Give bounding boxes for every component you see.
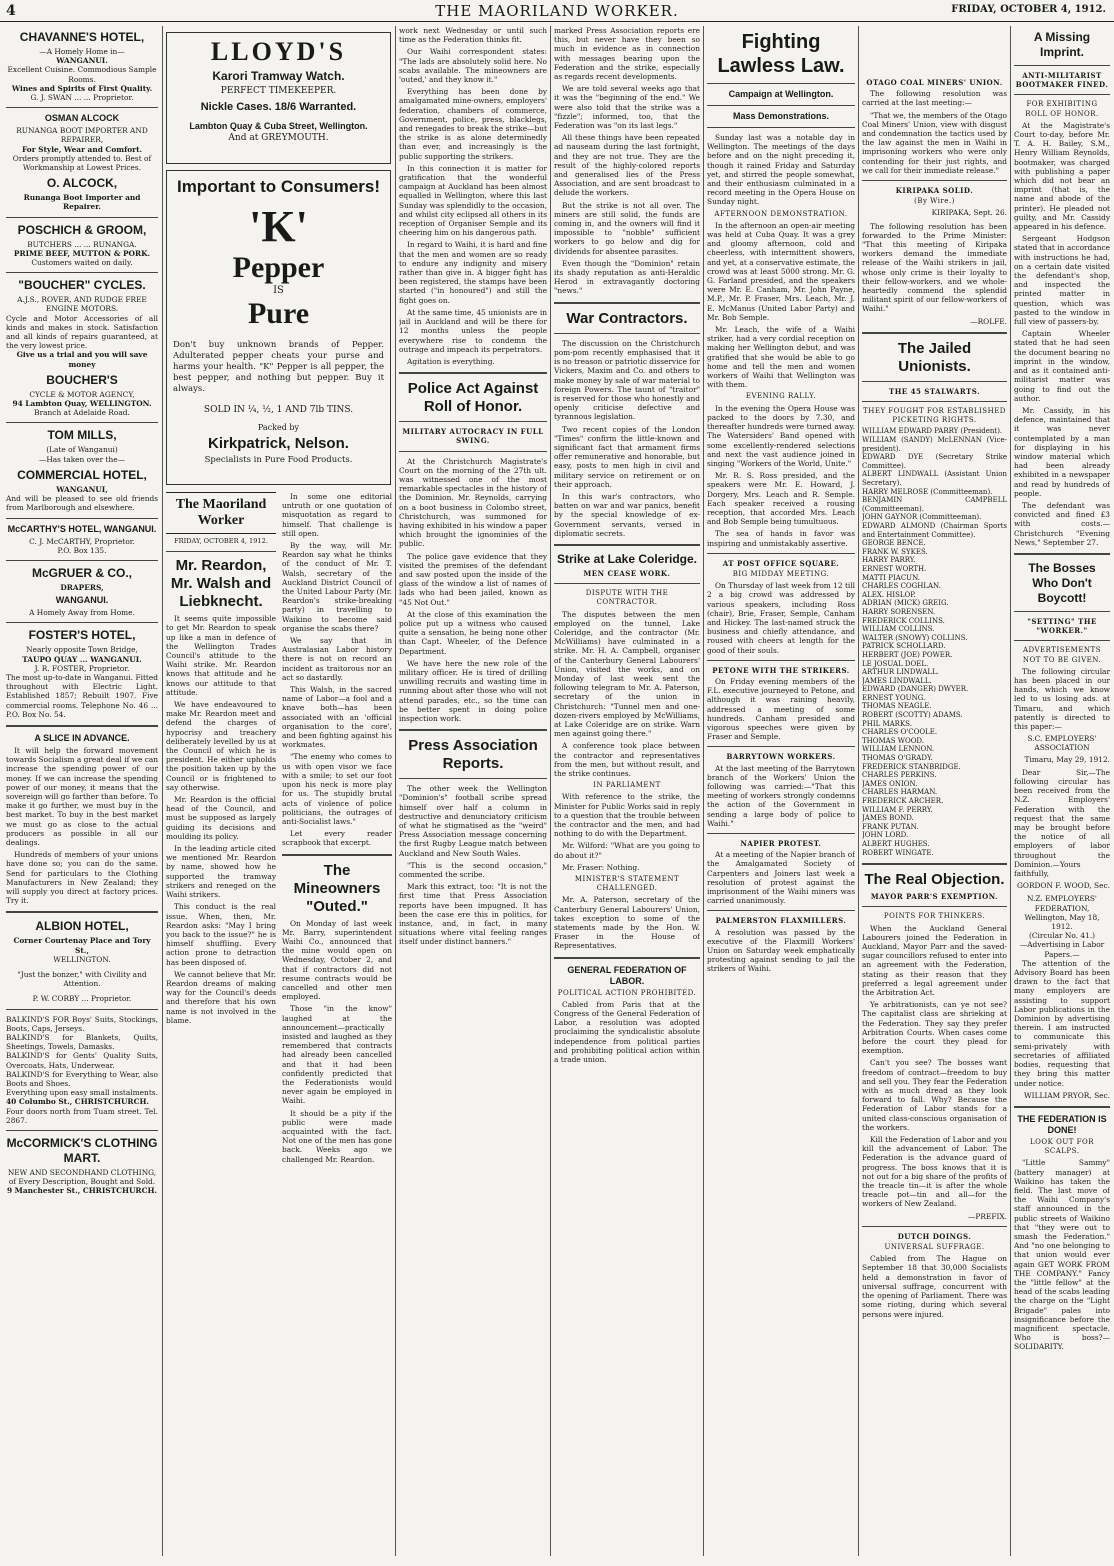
ad-k-pepper: Important to Consumers! 'K' Pepper IS Pure Don't buy unknown brands of Pepper. Adulterated pepper cheats your purse and harms your health. "K" Pepper is all pepper, the best pepper, and nothing but pepper. Buy it always. SOLD IN ¼, ½, 1 AND 7lb TINS. Packed by Kirkpatrick, Nelson. Specialists in Pure Food Products.	[166, 170, 391, 485]
jailed-name: PHIL MARKS.	[862, 719, 912, 728]
jailed-name: ROBERT WINGATE.	[862, 848, 934, 857]
editorial-masthead: The Maoriland Worker	[166, 492, 276, 534]
jailed-name: ROBERT (SCOTTY) ADAMS.	[862, 711, 963, 720]
jailed-names-list	[862, 427, 1007, 857]
slice-paragraph: It will help the forward movement towards Socialism a great deal if we can increase the spending power of our money. If we can increase the spending power of our money, it means that the sovereign will go farther than before. To make it go further, we must buy in the best market. To buy in the best market we must go as close to the actual producers as possible in all our dealings.	[6, 745, 158, 847]
lake-coleridge-heading: Strike at Lake Coleridge.	[556, 551, 698, 566]
ad-balkinds: BALKIND'S FOR Boys' Suits, Stockings, Boots, Caps, Jerseys. BALKIND'S for Blankets, Quilts, Sheetings, Towels, Damasks. BALKIND'S for Gents' Quality Suits, Overcoats, Hats, Underwear. BALKIND'S for Everything to Wear, also Boots and Shoes. Everything upon easy small instalments. 40 Columbo St., CHRISTCHURCH. Four doors north from Tuam street. Tel. 2867.	[6, 1014, 158, 1125]
column-3: work next Wednesday or until such time as the Federation thinks fit. Our Waihi correspondent states: "The lads are absolutely solid here. No scabs available. The mineowners are 'outed,' and they know it." Everything has been done by amalgamated mine-owners, employers' federation, chambers of commerce, Government, police, press, blacklegs, and renegades to break the strike—but the strike is as alone determinedly than ever, and increasingly is the public supporting the strikers. In this connection it is matter for gratification that the wonderful campaign at Auckland has been almost equalled in Wellington, where this last Sunday was splendidly to the occasion, and whilst city eclipsed all others in its reception of Organiser Semple and its cheering him on his dangerous path. In regard to Waihi, it is hard and fine that the men and women are so ready to endure any indignity and misery rather than give in. A bigger fight has been registered, the stamps have been started ("in honoured") and still the fight goes on. At the same time, 45 unionists are in jail in Auckland and will be there for 12 months unless the people everywhere rise to condemn the outrage and impeach its perpetrators. Agitation is everything. Police Act Against Roll of Honor. MILITARY AUTOCRACY IN FULL SWING. At the Christchurch Magistrate's Court on the morning of the 27th ult. was witnessed one of the most remarkable spectacles in the history of the Dominion. Mr. Reynolds, carrying on a boot business in Colombo street, Christchurch, was summoned for having exhibited in his window a paper which brought the ignominies of the public. The police gave evidence that they visited the premises of the defendant and saw posted upon the inside of the glass of the window a list of names of lads who had been jailed, known as "45 Not Out." At the close of this examination the police put up a witness who caused quite a sensation, he being none other than Capt. Wheeler, of the Defence Department. We have here the new role of the military officer. He is tired of drilling unwilling recruits and wasting time in running about after those who will not attend parades, etc., so the time can be better spent in doing police inspection work. Press Association Reports. The other week the Wellington "Dominion's" football scribe spread himself over half a column in destructive and denunciatory criticism of what he stigmatised as the "weird" Press Association message concerning the first Rugby League match between Auckland and New South Wales. "This is the second occasion," commented the scribe. Mark this extract, too: "It is not the first time that Press Association reports have been impugned. It has been the case ere this in politics, for instance, and, in fact, in many situations where vital feeling ranges itself under distinct banners."	[399, 26, 547, 947]
jailed-name: FREDERICK COLLINS.	[862, 616, 945, 625]
ad-mccarthy: McCARTHY'S HOTEL, WANGANUI. C. J. McCARTHY, Proprietor. P.O. Box 135.	[7, 523, 157, 555]
jailed-name: ERNEST YOUNG.	[862, 693, 926, 702]
jailed-name: THOMAS NEAGLE.	[862, 702, 932, 711]
jailed-name: LE JOSUAL DOEL.	[862, 659, 929, 668]
ad-lloyds: LLOYD'S Karori Tramway Watch. PERFECT TIMEKEEPER. Nickle Cases. 18/6 Warranted. Lambton Quay & Cuba Street, Wellington. And at GREYMOUTH.	[166, 32, 391, 164]
jailed-name: CHARLES HARMAN.	[862, 788, 938, 797]
jailed-name: CHARLES O'COOLE.	[862, 728, 938, 737]
minister-heading: MINISTER'S STATEMENT CHALLENGED.	[574, 875, 680, 893]
column-5: Fighting Lawless Law. Campaign at Wellington. Mass Demonstrations. Sunday last was a notable day in Wellington. The meetings of the days before and on the night preceding it, though it rained Friday and Saturday yet, and stirred the people somewhat, and their enthusiasm culminated in a record meeting in the Opera House on Sunday night. AFTERNOON DEMONSTRATION. In the afternoon an open-air meeting was held at Cuba Quay. It was a grey and gloomy afternoon, cold and cheerless, with intermittent showers, and yet, at a conservative estimate, the crowd was at least 5000 strong. Mr. G. G. Farland presided, and the speakers were Mr. E. Canham, Mr. John Payne, M.P., Mr. P. Fraser, Mrs. Leach, Mr. J. E. McManus (United Labor Party) and Mr. Bob Semple. Mr. Leach, the wife of a Waihi striker, had a very cordial reception on making her Wellington debut, and was gratified that she would be able to go home and tell the men and women workers of Waihi that Wellington was with them. EVENING RALLY. In the evening the Opera House was packed to the doors by 7.30, and thereafter hundreds were turned away. The Watersiders' Band opened with some excellently-rendered selections and next the vast audience joined in singing "Workers of the World, Unite." Mr. R. S. Ross presided, and the speakers were Mr. E. Howard, J. Dorgery, Mrs. Leach and R. Semple. Each speaker received a rousing reception, that accorded Mrs. Leach and Bob Semple being tumultuous. The sea of hands in favor was inspiring and unmistakably assertive. AT POST OFFICE SQUARE. BIG MIDDAY MEETING. On Thursday of last week from 12 till 2 a big crowd was addressed by various speakers, including Ross (chair), Brie, Fraser, Semple, Canham and Hickey. The last-named struck the business and chiefly attendance, and roused with cheers at length for the good of their souls. PETONE WITH THE STRIKERS. On Friday evening members of the F.L. executive journeyed to Petone, and although it was raining heavily, addressed a meeting of some hundreds. Canham presided and vigorous speeches were given by Fraser and Semple. BARRYTOWN WORKERS. At the last meeting of the Barrytown branch of the Workers' Union the following was carried:—"That this meeting of workers strongly condemns the action of the Government in sending a large body of police to Waihi." NAPIER PROTEST. At a meeting of the Napier branch of the Amalgamated Society of Carpenters and Joiners last week a resolution of protest against the imprisonment of the Waihi miners was carried unanimously. PALMERSTON FLAXMILLERS. A resolution was passed by the executive of the Flaxmill Workers' Union on Saturday week emphatically protesting against sending to jail the strikers of Waihi.	[707, 31, 855, 974]
jailed-name: JAMES ONION.	[862, 779, 918, 788]
jailed-name: JAMES LINDWALL.	[862, 676, 932, 685]
column-4: marked Press Association reports ere this, but never have they been so much in evidence as in connection with messages bearing upon the Federation and the strike, especially as regards recent developments. We are told several weeks ago that it was the "beginning of the end." We were also told that the strike was a "fizzle"; informed, too, that the Federation was "on its last legs." All these things have been repeated ad nauseam during the last fortnight, and they are not true. They are the result of the highly-colored reports and generalised lies of the Press Association, and are sent broadcast to delude the workers. But the strike is not all over. The miners are still solid, the funds are coming in, and the owners will find it impossible to "nobble" sufficient workers to go below and dig for dividends for absentee parasites. Even though the "Dominion" retain its shady reputation as anti-Heraldic Herod in extravagantly doctoring "news." War Contractors. The discussion on the Christchurch pom-pom recently emphasised that it is no treason or patriotic disservice for Vickers, Maxim and Co. and others to make money by sale of war material to foreign Powers. The taunt of "traitor" is reserved for those who honestly and openly criticise defective and tyrannous legislation. Two recent copies of the London "Times" confirm the little-known and significant fact that armament firms offer remunerative and honorable, but easy, posts to men high in civil and military service on retirement or on their approach. In this war's contractors, who batten on war and war panics, benefit by the special knowledge of ex-Government servants, versed in diplomatic secrets. Strike at Lake Coleridge. MEN CEASE WORK. DISPUTE WITH THE CONTRACTOR. The disputes between the men employed on the tunnel, Lake Coleridge, and the contractor (Mr. McWilliams) have culminated in a strike. Mr. H. A. Campbell, organiser of the Canterbury General Labourers' Union, visited the works, and on Monday of last week sent the following telegram to Mr. A. Paterson, secretary of the union in Christchurch: "Tunnel men and one-dozen-rivers employed by McWilliams, at Lake Coleridge are on strike. Warn men against going there." A conference took place between the contractor and representatives from the men, but without result, and the strike continues. IN PARLIAMENT With reference to the strike, the Minister for Public Works said in reply to a question that the trouble between the contractor and the men, and had nothing to do with the Department. Mr. Wilford: "What are you going to do about it?" Mr. Fraser: Nothing. MINISTER'S STATEMENT CHALLENGED. Mr. A. Paterson, secretary of the Canterbury General Labourers' Union, takes exception to some of the statements made by the Hon. W. Fraser in the House of Representatives. GENERAL FEDERATION OF LABOR. POLITICAL ACTION PROHIBITED. Cabled from Paris that at the Congress of the General Federation of Labor, a resolution was adopted proclaiming the syndicalistic absolute independence from political parties and prohibiting political action within a trade union.	[554, 26, 700, 1065]
jailed-name: MATTI PIACUN.	[862, 573, 920, 582]
ad-fosters: FOSTER'S HOTEL, Nearly opposite Town Bridge, TAUPO QUAY ... WANGANUI. J. R. FOSTER, Proprietor. The most up-to-date in Wanganui. Fitted throughout with Electric Light. Established 1857; Rebuilt 1907. Five commercial rooms. Telephone No. 46 ... P.O. Box No. 54.	[6, 628, 158, 719]
federation-done-heading: THE FEDERATION IS DONE!	[1017, 1113, 1107, 1135]
jailed-name: JOHN LORD.	[862, 831, 909, 840]
jailed-name: JOHN GAYNOR (Committeeman).	[862, 513, 982, 522]
dutch-heading: DUTCH DOINGS.	[897, 1231, 972, 1241]
column-2-editorial: The Maoriland Worker FRIDAY, OCTOBER 4, 1912. Mr. Reardon, Mr. Walsh and Liebknecht. It seems quite impossible to get Mr. Reardon to speak up like a man in defence of the Wellington Trades Council's attitude to the Waihi strike. Mr. Reardon knows that attitude and he knows our attitude to that attitude. We have endeavoured to make Mr. Reardon meet and defend the charges of hypocrisy and treachery deliberately levelled by us at the Council of which he is president. He either upholds the position taken up by the Council or is frightened to say otherwise. Mr. Reardon is the official head of the Council, and must be supposed as largely guiding its decisions and moulding its policy. In the leading article cited we mentioned Mr. Reardon by name, showed how he supported the tramway strikers and reneged on the Waihi strikers. This conduct is the real issue. When, then, Mr. Reardon asks: "May I bring you back to the issue?" he is himself shuffling. Every action prone to detraction has been disposed of. We cannot believe that Mr. Reardon dreams of making way for the Council's deeds and therefore that his own name is not involved in the blame.	[166, 492, 276, 1552]
ad-chavannes: CHAVANNE'S HOTEL, —A Homely Home in— WANGANUI. Excellent Cuisine. Commodious Sample Rooms. Wines and Spirits of First Quality. G. J. SWAN ... ... Proprietor.	[7, 30, 157, 103]
war-contractors-heading: War Contractors.	[566, 309, 688, 327]
jailed-name: CHARLES COGHLAN.	[862, 582, 941, 591]
jailed-name: ALBERT HUGHES.	[862, 839, 930, 848]
column-2b-editorial: In some one editorial untruth or one quotation of misquotation as regard to himself. That challenge is still open. By the way, will Mr. Reardon say what he thinks of the conduct of Mr. T. Walsh, secretary of the Auckland District Council of the United Labour Party (Mr. Reardon's strike-breaking party) in travelling to Waikino to become said organise the scabs there? We say that in Australasian Labor history there is not on record an incident as traitorous nor an act so dastardly. This Walsh, in the sacred name of Labor—a fool and a knave both—has been associated with an 'official organisation to the core', and been fighting against his workmates. "The enemy who comes to us with open visor we face with a smile; to set our foot upon his neck is more play for us. The stupidly brutal acts of violence of police politicians, the outrages of anti-Socialist laws." Let every reader scrapbook that excerpt. The Mineowners "Outed." On Monday of last week Mr. Barry, superintendent Waihi Co., announced that the mine would open on Wednesday, October 2, and that if contractors did not resume contracts would be cancelled and other men employed. Those "in the know" laughed at the announcement—practically insisted and laughed as they remembered that contracts had already been cancelled and that it had been confidently predicted that the Federationists would never again be employed in Waihi. It should be a pity if the public were made acquainted with the fact. Not one of the men has gone back. Weeks ago we challenged Mr. Reardon.	[282, 492, 392, 1164]
jailed-name: HARRY SORENSEN.	[862, 607, 936, 616]
column-1-ads	[6, 26, 158, 1561]
ad-mcgruer: McGRUER & CO., DRAPERS, WANGANUI. A Homely Away from Home.	[29, 565, 135, 618]
jailed-name: WALTER (SNOWY) COLLINS.	[862, 633, 968, 642]
real-objection-heading: The Real Objection.	[864, 871, 1005, 889]
bosses-boycott-heading: The Bosses Who Don't Boycott!	[1028, 560, 1096, 605]
jailed-name: WILLIAM (SANDY) McLENNAN (Vice-president).	[862, 436, 1007, 453]
jailed-name: GEORGE BENCE.	[862, 539, 926, 548]
jailed-name: ERNEST WORTH.	[862, 564, 927, 573]
column-7: A Missing Imprint. ANTI-MILITARIST BOOTMAKER FINED. FOR EXHIBITING ROLL OF HONOR. At the Magistrate's Court to-day, before Mr. T. A. H. Bailey, S.M., Henry William Reynolds, bootmaker, was charged with publishing a paper which did not bear an imprint (that is, the name and abode of the printer). He pleaded not guilty, and Mr. Cassidy appeared in his defence. Sergeant Hodgson stated that in accordance with instructions he had, on a certain date visited the defendant's shop, and inspected the printed matter in question, which was pasted to the window in full view of passers-by. Captain Wheeler stated that he had seen the document bearing no imprint in the window, and as it contained anti-militarist matter was going to find out the author. Mr. Cassidy, in his defence, maintained that it was never contemplated by a man for displaying in his window material which had been already exhibited in a newspaper and read by hundreds of people. The defendant was convicted and fined £3 with costs.—Christchurch "Evening News," September 27. The Bosses Who Don't Boycott! "SETTING" THE "WORKER." ADVERTISEMENTS NOT TO BE GIVEN. The following circular has been placed in our hands, which we know led to us losing ads. at Timaru, and which patently is directed to this paper:— S.C. EMPLOYERS' ASSOCIATION Timaru, May 29, 1912. Dear Sir,—The following circular has been received from the N.Z. Employers' Federation with the request that the same may be brought before the notice of all employers of labor throughout the Dominion.—Yours faithfully, GORDON F. WOOD, Sec. N.Z. EMPLOYERS' FEDERATION, Wellington, May 18, 1912. (Circular No. 41.) —Advertising in Labor Papers.— The attention of the Advisory Board has been drawn to the fact that many employers are assisting to support Labor publications in the Dominion by advertising therein. I am instructed to communicate this semi-privately with secretaries of affiliated bodies, requesting that they bring this matter under notice. WILLIAM PRYOR, Sec. THE FEDERATION IS DONE! LOOK OUT FOR SCALPS. "Little Sammy" (battery manager) at Waikino has taken the field. The last move of the Waihi Company's staff announced in the public streets of Waikino that "they were out to smash the Federation." And "no one belonging to that union would ever again GET WORK FROM THE COMPANY." Fancy the "little fellow" at the head of the scabs leading the charge on the "Light Brigade" pales into insignificance before the magnificent spectacle. Who is boss?—SOLIDARITY.	[1014, 30, 1110, 1352]
ad-tom-mills: TOM MILLS, (Late of Wanganui) —Has taken over the— COMMERCIAL HOTEL, WANGANUI, And will be pleased to see old friends from Marlborough and elsewhere.	[6, 428, 158, 513]
jailed-name: JAMES BOND.	[862, 814, 914, 823]
jailed-name: PATRICK SCHOLLARD.	[862, 642, 946, 651]
jailed-name: FRANK PUTAN.	[862, 822, 919, 831]
page-number: 4	[6, 3, 16, 19]
jailed-name: ARTHUR LINDWALL.	[862, 668, 939, 677]
palmerston-heading: PALMERSTON FLAXMILLERS.	[715, 916, 847, 926]
jailed-name: THOMAS WOOD.	[862, 736, 925, 745]
mineowners-heading: The Mineowners "Outed."	[293, 861, 381, 915]
jailed-name: EDWARD DYE (Secretary Strike Committee).	[862, 453, 1007, 470]
jailed-name: ALBERT LINDWALL (Assistant Union Secretary).	[862, 470, 1007, 488]
napier-heading: NAPIER PROTEST.	[740, 839, 822, 849]
page-masthead	[0, 0, 1114, 22]
ad-alcock: OSMAN ALCOCK RUNANGA BOOT IMPORTER AND REPAIRER, For Style, Wear and Comfort. Orders promptly attended to. Best of Workmanship at Lowest Prices. O. ALCOCK, Runanga Boot Importer and Repairer.	[12, 113, 152, 212]
jailed-name: HERBERT (JOE) POWER.	[862, 650, 953, 659]
ad-boucher: "BOUCHER" CYCLES. A.J.S., ROVER, AND RUDGE FREE ENGINE MOTORS. Cycle and Motor Accessories of all kinds and makes in stock. Satisfaction and all kinds of repairs guaranteed, at the very lowest price. Give us a trial and you will save money BOUCHER'S CYCLE & MOTOR AGENCY, 94 Lambton Quay, WELLINGTON. Branch at Adelaide Road.	[6, 278, 158, 418]
police-act-heading: Police Act Against Roll of Honor.	[407, 380, 539, 416]
jailed-name: HARRY MELROSE (Committeeman).	[862, 487, 993, 496]
afternoon-heading: AFTERNOON DEMONSTRATION.	[714, 209, 848, 218]
jailed-name: ALEX. HISLOP.	[862, 590, 916, 599]
slice-paragraph: Hundreds of members of your unions have done so; you can do the same. Send for particulars to the Clothing Manufacturers in New Zealand; they will supply you direct at factory prices. Try it.	[6, 850, 158, 906]
jailed-name: WILLIAM F. PERRY.	[862, 805, 933, 814]
petone-heading: PETONE WITH THE STRIKERS.	[712, 665, 850, 675]
issue-date: FRIDAY, OCTOBER 4, 1912.	[951, 4, 1106, 15]
parliament-heading: IN PARLIAMENT	[593, 781, 661, 790]
barrytown-heading: BARRYTOWN WORKERS.	[726, 752, 836, 762]
ad-poschich: POSCHICH & GROOM, BUTCHERS ... ... RUNANGA. PRIME BEEF, MUTTON & PORK. Customers waited on daily.	[13, 222, 151, 268]
jailed-name: EDWARD (DANGER) DWYER.	[862, 685, 969, 694]
jailed-name: CHARLES PERKINS.	[862, 771, 937, 780]
ad-mccormick: McCORMICK'S CLOTHING MART. NEW AND SECONDHAND CLOTHING, of Every Description, Bought and Sold. 9 Manchester St., CHRISTCHURCH.	[6, 1136, 158, 1196]
jailed-unionists-heading: The Jailed Unionists.	[897, 339, 972, 375]
jailed-name: FREDERICK STANBRIDGE.	[862, 762, 961, 771]
jailed-name: FRANK W. SYKES.	[862, 547, 928, 556]
slice-heading: A SLICE IN ADVANCE.	[34, 732, 130, 743]
editorial-heading: Mr. Reardon, Mr. Walsh and Liebknecht.	[170, 557, 272, 611]
jailed-name: EDWARD ALMOND (Chairman Sports and Entertainment Committee).	[862, 522, 1007, 539]
missing-imprint-heading: A Missing Imprint.	[1033, 30, 1091, 59]
jailed-name: ADRIAN (MICK) GREIG.	[862, 599, 949, 608]
otago-heading: OTAGO COAL MINERS' UNION.	[866, 78, 1003, 87]
kiripaka-heading: KIRIPAKA SOLID.	[895, 186, 974, 196]
evening-heading: EVENING RALLY.	[745, 392, 817, 401]
jailed-name: WILLIAM LENNON.	[862, 745, 935, 754]
jailed-name: BENJAMIN CAMPBELL (Committeeman).	[862, 496, 1007, 513]
lawless-law-heading: Fighting Lawless Law.	[717, 31, 845, 77]
press-association-heading: Press Association Reports.	[408, 737, 538, 773]
jailed-name: HARRY PARRY.	[862, 556, 916, 565]
jailed-name: WILLIAM COLLINS.	[862, 625, 935, 634]
ad-albion: ALBION HOTEL, Corner Courtenay Place and Tory St., WELLINGTON. "Just the bonzer," with Civility and Attention. P. W. CORBY ... Proprietor.	[13, 919, 151, 1004]
jailed-name: THOMAS O'GRADY.	[862, 754, 933, 763]
gfl-heading: GENERAL FEDERATION OF LABOR.	[567, 964, 687, 986]
jailed-name: WILLIAM EDWARD PARRY (President).	[862, 427, 1003, 436]
jailed-name: FREDERICK ARCHER.	[862, 797, 944, 806]
column-6: OTAGO COAL MINERS' UNION. The following resolution was carried at the last meeting:— "That we, the members of the Otago Coal Miners' Union, view with disgust and condemnation the tactics used by the law against the men in Waihi in imprisoning workers who were only contending for their just rights, and we call for their immediate release." KIRIPAKA SOLID. (By Wire.) KIRIPAKA, Sept. 26. The following resolution has been forwarded to the Prime Minister: "That this meeting of Kiripaka workers demand the immediate release of the Waihi strikers in jail, whose only crime is their loyalty to their fellow-workers, and we whole-heartedly commend the splendid militant spirit of our fellow-workers of Waihi." —ROLFE. The Jailed Unionists. THE 45 STALWARTS. THEY FOUGHT FOR ESTABLISHED PICKETING RIGHTS. WILLIAM EDWARD PARRY (President). WILLIAM (SANDY) McLENNAN (Vice-president). EDWARD DYE (Secretary Strike Committee). ALBERT LINDWALL (Assistant Union Secretary). HARRY MELROSE (Committeeman). BENJAMIN CAMPBELL (Committeeman). JOHN GAYNOR (Committeeman). EDWARD ALMOND (Chairman Sports and Entertainment Committee). GEORGE BENCE. FRANK W. SYKES. HARRY PARRY. ERNEST WORTH. MATTI PIACUN. CHARLES COGHLAN. ALEX. HISLOP. ADRIAN (MICK) GREIG. HARRY SORENSEN. FREDERICK COLLINS. WILLIAM COLLINS. WALTER (SNOWY) COLLINS. PATRICK SCHOLLARD. HERBERT (JOE) POWER. LE JOSUAL DOEL. ARTHUR LINDWALL. JAMES LINDWALL. EDWARD (DANGER) DWYER. ERNEST YOUNG. THOMAS NEAGLE. ROBERT (SCOTTY) ADAMS. PHIL MARKS. CHARLES O'COOLE. THOMAS WOOD. WILLIAM LENNON. THOMAS O'GRADY. FREDERICK STANBRIDGE. CHARLES PERKINS. JAMES ONION. CHARLES HARMAN. FREDERICK ARCHER. WILLIAM F. PERRY. JAMES BOND. FRANK PUTAN. JOHN LORD. ALBERT HUGHES. ROBERT WINGATE. The Real Objection. MAYOR PARR'S EXEMPTION. POINTS FOR THINKERS. When the Auckland General Labourers joined the Federation in Auckland, Mayor Parr and the saved-sugar councillors refused to enter into an agreement with the Federation, stating as their reason that they preferred a legal agreement under the Arbitration Act. Ye arbitrationists, can ye not see? The capitalist class are shrieking at the Federation. They say they prefer Arbitration Courts. When cases come before the court they plead for exemption. Can't you see? The bosses want freedom of contract—freedom to buy and sell you. They fear the Federation with as much dread as they look forward to fall. Why? Because the Federation of Labor stands for a united class-conscious organisation of the workers. Kill the Federation of Labor and you kill the advancement of Labor. The Federation is the advance guard of progress. The boss knows that it is not out for a big share of the profits of the treacle tin—it is after the whole treacle pot—tin and all—for the workers of New Zealand. —PREFIX. DUTCH DOINGS. UNIVERSAL SUFFRAGE. Cabled from The Hague on September 18 that 30,000 Socialists held a demonstration in favor of universal suffrage, concurrent with the opening of Parliament. There was some rioting, during which several persons were injured.	[862, 78, 1007, 1319]
newspaper-name: THE MAORILAND WORKER.	[435, 2, 679, 20]
